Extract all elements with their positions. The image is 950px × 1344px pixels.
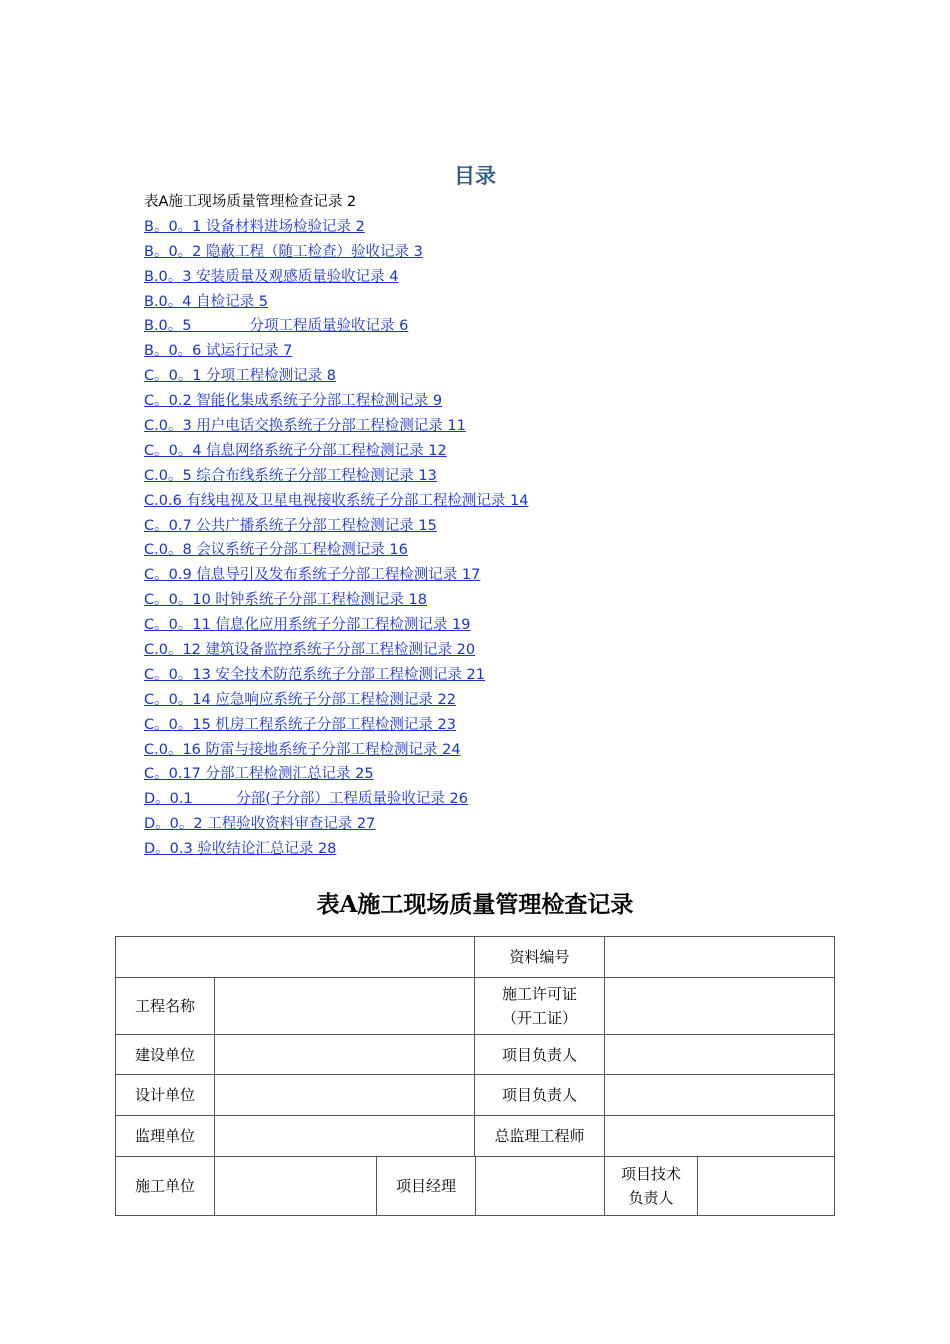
- toc-item[interactable]: B。0。2 隐蔽工程（随工检查）验收记录 3: [144, 243, 423, 260]
- toc-item[interactable]: C.0。3 用户电话交换系统子分部工程检测记录 11: [144, 418, 466, 435]
- form-title: 表A施工现场质量管理检查记录: [316, 891, 634, 918]
- form-line: [214, 977, 215, 1216]
- toc-title: 目录: [454, 164, 496, 188]
- toc-item[interactable]: C.0。8 会议系统子分部工程检测记录 16: [144, 542, 408, 559]
- toc-item[interactable]: C。0.2 智能化集成系统子分部工程检测记录 9: [144, 393, 443, 410]
- toc-item[interactable]: C。0。1 分项工程检测记录 8: [144, 368, 337, 385]
- toc-item[interactable]: C。0。14 应急响应系统子分部工程检测记录 22: [144, 691, 456, 708]
- form-line: [697, 1156, 698, 1216]
- toc-item[interactable]: C。0.9 信息导引及发布系统子分部工程检测记录 17: [144, 567, 481, 584]
- tech-lead-label: [605, 1157, 697, 1215]
- project-name-label: 工程名称: [134, 997, 195, 1015]
- tech-lead-label-line2: 负责人: [628, 1189, 674, 1207]
- toc-item[interactable]: B。0。6 试运行记录 7: [144, 343, 293, 360]
- toc-item[interactable]: C.0。16 防雷与接地系统子分部工程检测记录 24: [144, 741, 461, 758]
- chief-engineer-label: 总监理工程师: [494, 1127, 585, 1145]
- quality-inspection-form: [115, 936, 835, 1216]
- form-line: [834, 936, 835, 1216]
- toc-item[interactable]: D。0.1 分部(子分部）工程质量验收记录 26: [144, 791, 468, 808]
- toc-item: 表A施工现场质量管理检查记录 2: [144, 194, 357, 210]
- design-unit-label: 设计单位: [134, 1086, 195, 1104]
- toc-item[interactable]: C。0。15 机房工程系统子分部工程检测记录 23: [144, 716, 456, 733]
- tech-lead-label-line1: 项目技术: [620, 1165, 681, 1183]
- toc-item[interactable]: B.0。4 自检记录 5: [144, 293, 268, 310]
- doc-number-label: 资料编号: [509, 948, 570, 966]
- permit-label: [475, 978, 604, 1034]
- toc-item[interactable]: B。0。1 设备材料进场检验记录 2: [144, 218, 365, 235]
- form-line: [475, 1156, 476, 1216]
- toc-item[interactable]: D。0。2 工程验收资料审查记录 27: [144, 816, 376, 833]
- permit-label-line1: 施工许可证: [501, 985, 577, 1003]
- toc-item[interactable]: C.0。12 建筑设备监控系统子分部工程检测记录 20: [144, 642, 476, 659]
- toc-item[interactable]: C。0.7 公共广播系统子分部工程检测记录 15: [144, 517, 437, 534]
- toc-item[interactable]: C。0。4 信息网络系统子分部工程检测记录 12: [144, 442, 447, 459]
- project-manager-label: 项目经理: [395, 1177, 456, 1195]
- toc-item[interactable]: C.0.6 有线电视及卫星电视接收系统子分部工程检测记录 14: [144, 492, 529, 509]
- table-of-contents: [144, 190, 528, 862]
- toc-item[interactable]: C。0。13 安全技术防范系统子分部工程检测记录 21: [144, 666, 485, 683]
- toc-item[interactable]: C。0。10 时钟系统子分部工程检测记录 18: [144, 592, 427, 609]
- owner-unit-label: 建设单位: [134, 1045, 195, 1064]
- construction-unit-label: 施工单位: [134, 1177, 195, 1195]
- owner-pm-label: 项目负责人: [501, 1045, 577, 1064]
- toc-item[interactable]: C。0。11 信息化应用系统子分部工程检测记录 19: [144, 617, 471, 634]
- toc-item[interactable]: D。0.3 验收结论汇总记录 28: [144, 841, 337, 858]
- toc-item[interactable]: C.0。5 综合布线系统子分部工程检测记录 13: [144, 467, 437, 484]
- toc-item[interactable]: B.0。5 分项工程质量验收记录 6: [144, 318, 409, 335]
- toc-item[interactable]: B.0。3 安装质量及观感质量验收记录 4: [144, 268, 399, 285]
- permit-label-line2: （开工证）: [501, 1009, 577, 1027]
- toc-item[interactable]: C。0.17 分部工程检测汇总记录 25: [144, 766, 374, 783]
- design-pm-label: 项目负责人: [501, 1086, 577, 1104]
- supervision-unit-label: 监理单位: [134, 1127, 195, 1145]
